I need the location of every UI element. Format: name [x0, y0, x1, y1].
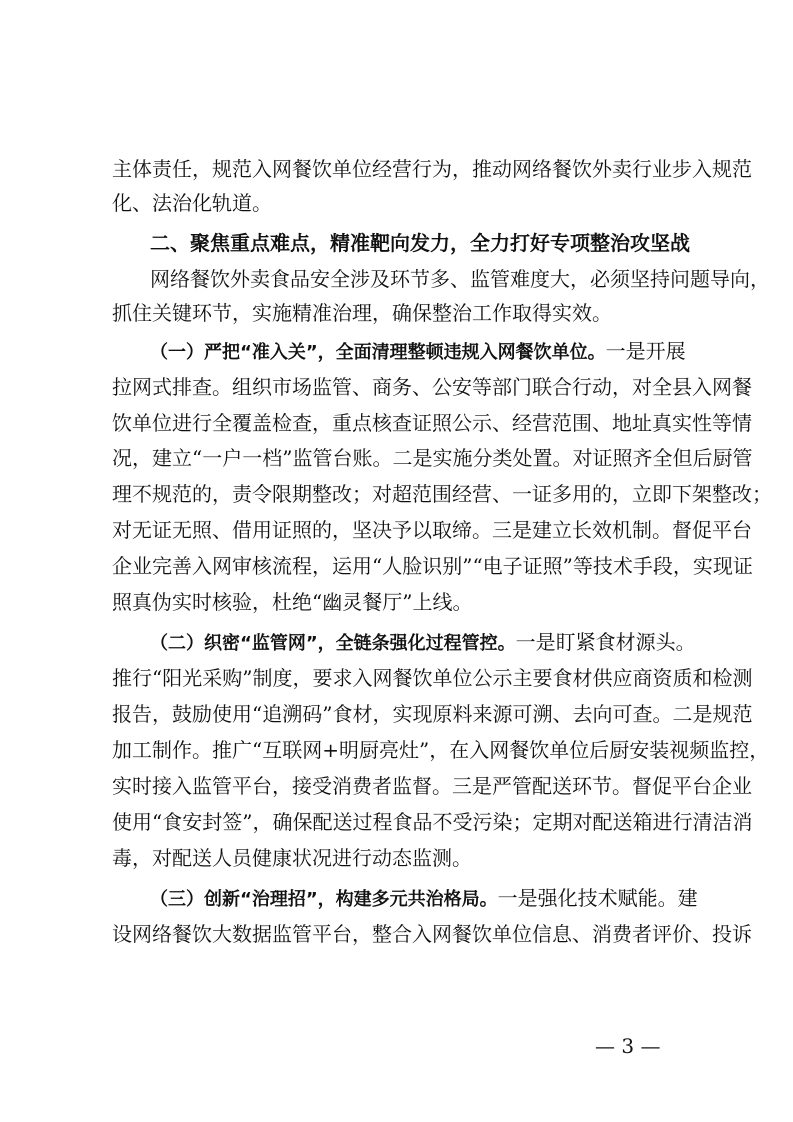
body-line: 拉网式排查。组织市场监管、商务、公安等部门联合行动，对全县入网餐: [112, 375, 752, 399]
section-heading: 二、聚焦重点难点，精准靶向发力，全力打好专项整治攻坚战: [150, 231, 690, 255]
body-line: 企业完善入网审核流程，运用“人脸识别”“电子证照”等技术手段，实现证: [112, 554, 753, 578]
body-text: 一是盯紧食材源头。: [515, 630, 696, 654]
body-line: 况，建立“一户一档”监管台账。二是实施分类处置。对证照齐全但后厨管: [112, 446, 753, 470]
body-line: 毒，对配送人员健康状况进行动态监测。: [112, 846, 472, 870]
body-line: 设网络餐饮大数据监管平台，整合入网餐饮单位信息、消费者评价、投诉: [112, 922, 752, 946]
body-line: 使用“食安封签”，确保配送过程食品不受污染；定期对配送箱进行清洁消: [112, 810, 753, 834]
subsection-line: [150, 625, 697, 661]
body-line: 加工制作。推广“互联网+明厨亮灶”，在入网餐饮单位后厨安装视频监控，: [112, 738, 770, 762]
subsection-line: [150, 334, 697, 370]
page-number: — 3 —: [595, 1034, 661, 1058]
subsection-heading: （三）创新“治理招”，构建多元共治格局。: [150, 889, 498, 910]
body-line: 饮单位进行全覆盖检查，重点核查证照公示、经营范围、地址真实性等情: [112, 411, 752, 435]
body-line: 对无证无照、借用证照的，坚决予以取缔。三是建立长效机制。督促平台: [112, 518, 752, 542]
body-line: 理不规范的，责令限期整改；对超范围经营、一证多用的，立即下架整改；: [112, 482, 772, 506]
body-line: 报告，鼓励使用“追溯码”食材，实现原料来源可溯、去向可查。二是规范: [112, 702, 753, 726]
subsection-line: [150, 881, 697, 917]
subsection-heading: （二）织密“监管网”，全链条强化过程管控。: [150, 633, 516, 654]
body-line: 照真伪实时核验，杜绝“幽灵餐厅”上线。: [112, 590, 473, 614]
subsection-heading: （一）严把“准入关”，全面清理整顿违规入网餐饮单位。: [150, 342, 606, 363]
body-line: 主体责任，规范入网餐饮单位经营行为，推动网络餐饮外卖行业步入规范: [112, 157, 752, 181]
body-line: 网络餐饮外卖食品安全涉及环节多、监管难度大，必须坚持问题导向，: [150, 267, 770, 291]
body-text: 一是强化技术赋能。建: [497, 886, 698, 910]
body-line: 实时接入监管平台，接受消费者监督。三是严管配送环节。督促平台企业: [112, 774, 752, 798]
body-text: 一是开展: [605, 339, 686, 363]
body-line: 推行“阳光采购”制度，要求入网餐饮单位公示主要食材供应商资质和检测: [112, 666, 753, 690]
body-line: 化、法治化轨道。: [112, 191, 272, 215]
body-line: 抓住关键环节，实施精准治理，确保整治工作取得实效。: [112, 301, 612, 325]
